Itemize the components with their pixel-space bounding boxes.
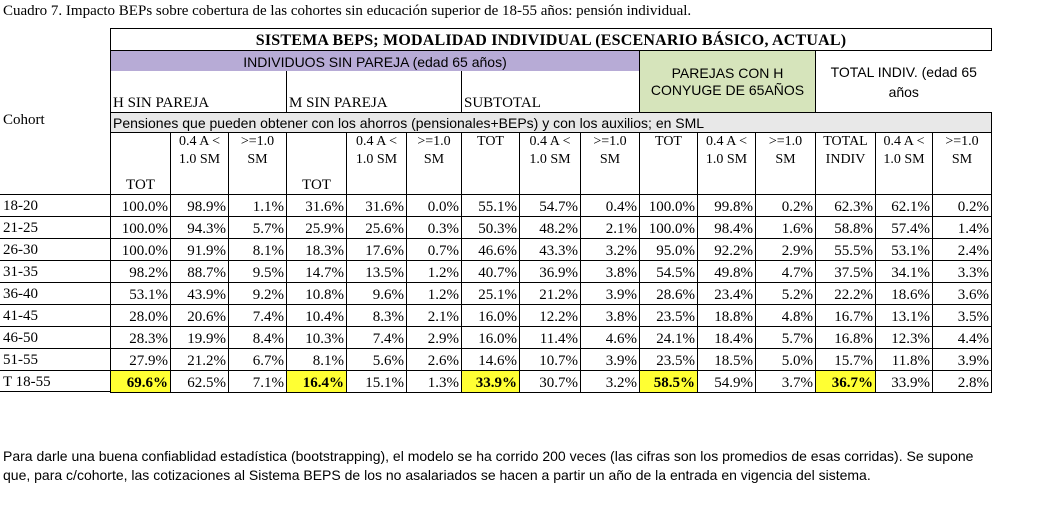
table-cell: 4.8% xyxy=(756,305,816,327)
table-cell: 34.1% xyxy=(876,261,933,283)
table-cell: 53.1% xyxy=(111,283,171,305)
col-header: TOT xyxy=(287,133,347,195)
table-cell: 3.8% xyxy=(581,261,640,283)
table-cell: 40.7% xyxy=(462,261,520,283)
table-cell: 1.4% xyxy=(933,217,992,239)
table-cell: 69.6% xyxy=(111,371,171,393)
table-cell: 5.7% xyxy=(756,327,816,349)
table-cell: 25.6% xyxy=(347,217,407,239)
table-cell: 13.5% xyxy=(347,261,407,283)
table-cell: 11.4% xyxy=(520,327,581,349)
table-cell: 33.9% xyxy=(462,371,520,393)
col-header: TOT xyxy=(462,133,520,195)
table-cell: 36.7% xyxy=(816,371,876,393)
table-cell: 3.7% xyxy=(756,371,816,393)
col-header: >=1.0 SM xyxy=(581,133,640,195)
table-cell: 3.2% xyxy=(581,239,640,261)
table-cell: 58.8% xyxy=(816,217,876,239)
table-cell: 62.1% xyxy=(876,195,933,217)
pensiones-note: Pensiones que pueden obtener con los ahorros (pensionales+BEPs) y con los auxilios; en SML xyxy=(111,113,992,133)
table-caption: Cuadro 7. Impacto BEPs sobre cobertura de las cohortes sin educación superior de 18-55 años: pensión individual. xyxy=(3,3,692,19)
table-row xyxy=(111,217,992,239)
table-cell: 58.5% xyxy=(640,371,698,393)
table-cell: 54.7% xyxy=(520,195,581,217)
table-cell: 23.5% xyxy=(640,349,698,371)
beps-coverage-table xyxy=(110,28,992,393)
group-total-indiv: TOTAL INDIV. (edad 65 años xyxy=(830,63,977,100)
table-cell: 98.2% xyxy=(111,261,171,283)
table-cell: 57.4% xyxy=(876,217,933,239)
table-row xyxy=(111,239,992,261)
table-cell: 10.7% xyxy=(520,349,581,371)
table-cell: 9.6% xyxy=(347,283,407,305)
table-cell: 43.3% xyxy=(520,239,581,261)
table-cell: 1.2% xyxy=(407,283,462,305)
table-cell: 12.3% xyxy=(876,327,933,349)
col-header: >=1.0 SM xyxy=(933,133,992,195)
table-cell: 13.1% xyxy=(876,305,933,327)
table-row xyxy=(111,327,992,349)
table-cell: 100.0% xyxy=(111,217,171,239)
table-cell: 23.4% xyxy=(698,283,756,305)
table-cell: 0.2% xyxy=(756,195,816,217)
cohort-label: 36-40 xyxy=(0,282,110,304)
table-cell: 1.3% xyxy=(407,371,462,393)
table-cell: 99.8% xyxy=(698,195,756,217)
group-parejas-con-h: PAREJAS CON H CONYUGE DE 65AÑOS xyxy=(640,51,816,113)
table-cell: 9.5% xyxy=(229,261,287,283)
table-cell: 16.8% xyxy=(816,327,876,349)
table-cell: 18.6% xyxy=(876,283,933,305)
table-cell: 22.2% xyxy=(816,283,876,305)
col-header: >=1.0 SM xyxy=(407,133,462,195)
table-cell: 100.0% xyxy=(111,239,171,261)
table-cell: 98.4% xyxy=(698,217,756,239)
table-cell: 2.4% xyxy=(933,239,992,261)
total-row xyxy=(111,371,992,393)
group-individuos-sin-pareja: INDIVIDUOS SIN PAREJA (edad 65 años) xyxy=(111,51,640,71)
table-cell: 100.0% xyxy=(640,195,698,217)
table-cell: 24.1% xyxy=(640,327,698,349)
col-header: 0.4 A < 1.0 SM xyxy=(876,133,933,195)
table-cell: 54.9% xyxy=(698,371,756,393)
table-cell: 95.0% xyxy=(640,239,698,261)
table-cell: 43.9% xyxy=(171,283,229,305)
col-header: 0.4 A < 1.0 SM xyxy=(698,133,756,195)
table-cell: 4.7% xyxy=(756,261,816,283)
table-cell: 28.6% xyxy=(640,283,698,305)
table-cell: 20.6% xyxy=(171,305,229,327)
table-cell: 8.1% xyxy=(229,239,287,261)
table-cell: 46.6% xyxy=(462,239,520,261)
table-row xyxy=(111,349,992,371)
table-cell: 3.8% xyxy=(581,305,640,327)
table-cell: 0.3% xyxy=(407,217,462,239)
table-cell: 16.0% xyxy=(462,305,520,327)
col-header: TOTAL INDIV xyxy=(816,133,876,195)
table-cell: 55.1% xyxy=(462,195,520,217)
table-cell: 10.8% xyxy=(287,283,347,305)
table-cell: 1.2% xyxy=(407,261,462,283)
table-cell: 37.5% xyxy=(816,261,876,283)
table-cell: 2.1% xyxy=(581,217,640,239)
table-cell: 14.6% xyxy=(462,349,520,371)
table-cell: 16.0% xyxy=(462,327,520,349)
table-cell: 3.5% xyxy=(933,305,992,327)
col-header: TOT xyxy=(640,133,698,195)
table-cell: 7.4% xyxy=(347,327,407,349)
table-cell: 4.4% xyxy=(933,327,992,349)
table-cell: 48.2% xyxy=(520,217,581,239)
cohort-label: 21-25 xyxy=(0,216,110,238)
table-cell: 15.1% xyxy=(347,371,407,393)
col-header: 0.4 A < 1.0 SM xyxy=(171,133,229,195)
table-cell: 62.3% xyxy=(816,195,876,217)
subgroup-m-sin-pareja: M SIN PAREJA xyxy=(287,93,462,113)
table-cell: 98.9% xyxy=(171,195,229,217)
table-title: SISTEMA BEPS; MODALIDAD INDIVIDUAL (ESCENARIO BÁSICO, ACTUAL) xyxy=(111,29,992,51)
table-row xyxy=(111,305,992,327)
table-cell: 0.2% xyxy=(933,195,992,217)
table-cell: 7.4% xyxy=(229,305,287,327)
table-cell: 5.6% xyxy=(347,349,407,371)
table-cell: 11.8% xyxy=(876,349,933,371)
table-cell: 88.7% xyxy=(171,261,229,283)
table-cell: 53.1% xyxy=(876,239,933,261)
table-cell: 16.4% xyxy=(287,371,347,393)
table-cell: 23.5% xyxy=(640,305,698,327)
table-cell: 33.9% xyxy=(876,371,933,393)
cohort-label: 26-30 xyxy=(0,238,110,260)
table-cell: 9.2% xyxy=(229,283,287,305)
footnote: Para darle una buena confiablidad estadística (bootstrapping), el modelo se ha corrido 200 veces (las cifras son los promedios de esas corridas). Se supone que, para c/cohorte, las cotizaciones al Sistema BEPS de los no asalariados se hacen a partir un año de la entrada en vigencia del sistema. xyxy=(3,448,974,483)
col-header: 0.4 A < 1.0 SM xyxy=(347,133,407,195)
table-row xyxy=(111,261,992,283)
table-cell: 10.4% xyxy=(287,305,347,327)
table-cell: 18.8% xyxy=(698,305,756,327)
table-cell: 54.5% xyxy=(640,261,698,283)
table-cell: 2.1% xyxy=(407,305,462,327)
table-cell: 3.9% xyxy=(581,283,640,305)
table-cell: 18.3% xyxy=(287,239,347,261)
table-cell: 14.7% xyxy=(287,261,347,283)
table-cell: 19.9% xyxy=(171,327,229,349)
table-cell: 21.2% xyxy=(520,283,581,305)
cohort-label: 18-20 xyxy=(0,194,110,216)
table-cell: 3.9% xyxy=(933,349,992,371)
table-cell: 25.1% xyxy=(462,283,520,305)
table-cell: 1.6% xyxy=(756,217,816,239)
table-cell: 2.9% xyxy=(756,239,816,261)
table-cell: 6.7% xyxy=(229,349,287,371)
table-cell: 3.9% xyxy=(581,349,640,371)
total-cohort-label: T 18-55 xyxy=(0,370,110,392)
table-cell: 4.6% xyxy=(581,327,640,349)
table-cell: 2.6% xyxy=(407,349,462,371)
cohort-label: 46-50 xyxy=(0,326,110,348)
table-cell: 8.4% xyxy=(229,327,287,349)
table-cell: 0.7% xyxy=(407,239,462,261)
table-cell: 100.0% xyxy=(111,195,171,217)
table-cell: 18.4% xyxy=(698,327,756,349)
col-header: TOT xyxy=(111,133,171,195)
table-cell: 3.6% xyxy=(933,283,992,305)
table-cell: 55.5% xyxy=(816,239,876,261)
table-cell: 5.0% xyxy=(756,349,816,371)
cohort-label: 41-45 xyxy=(0,304,110,326)
table-row xyxy=(111,283,992,305)
table-cell: 3.3% xyxy=(933,261,992,283)
col-header: >=1.0 SM xyxy=(229,133,287,195)
table-cell: 2.9% xyxy=(407,327,462,349)
table-cell: 31.6% xyxy=(287,195,347,217)
table-cell: 28.0% xyxy=(111,305,171,327)
table-cell: 15.7% xyxy=(816,349,876,371)
table-cell: 0.0% xyxy=(407,195,462,217)
table-cell: 16.7% xyxy=(816,305,876,327)
table-cell: 2.8% xyxy=(933,371,992,393)
table-cell: 8.3% xyxy=(347,305,407,327)
table-cell: 8.1% xyxy=(287,349,347,371)
table-cell: 50.3% xyxy=(462,217,520,239)
subgroup-subtotal: SUBTOTAL xyxy=(462,93,640,113)
table-cell: 25.9% xyxy=(287,217,347,239)
table-cell: 1.1% xyxy=(229,195,287,217)
table-cell: 5.2% xyxy=(756,283,816,305)
table-cell: 92.2% xyxy=(698,239,756,261)
table-cell: 5.7% xyxy=(229,217,287,239)
table-cell: 31.6% xyxy=(347,195,407,217)
table-cell: 7.1% xyxy=(229,371,287,393)
table-cell: 12.2% xyxy=(520,305,581,327)
table-cell: 18.5% xyxy=(698,349,756,371)
table-cell: 94.3% xyxy=(171,217,229,239)
table-cell: 100.0% xyxy=(640,217,698,239)
table-cell: 30.7% xyxy=(520,371,581,393)
table-cell: 36.9% xyxy=(520,261,581,283)
subgroup-h-sin-pareja: H SIN PAREJA xyxy=(111,93,287,113)
table-cell: 49.8% xyxy=(698,261,756,283)
table-cell: 91.9% xyxy=(171,239,229,261)
table-cell: 28.3% xyxy=(111,327,171,349)
col-header: 0.4 A < 1.0 SM xyxy=(520,133,581,195)
table-row xyxy=(111,195,992,217)
table-cell: 62.5% xyxy=(171,371,229,393)
col-header: >=1.0 SM xyxy=(756,133,816,195)
table-cell: 21.2% xyxy=(171,349,229,371)
table-cell: 0.4% xyxy=(581,195,640,217)
table-cell: 10.3% xyxy=(287,327,347,349)
cohort-label: 31-35 xyxy=(0,260,110,282)
cohort-label: 51-55 xyxy=(0,348,110,370)
table-cell: 3.2% xyxy=(581,371,640,393)
table-cell: 27.9% xyxy=(111,349,171,371)
table-cell: 17.6% xyxy=(347,239,407,261)
cohort-header: Cohort xyxy=(3,112,45,128)
